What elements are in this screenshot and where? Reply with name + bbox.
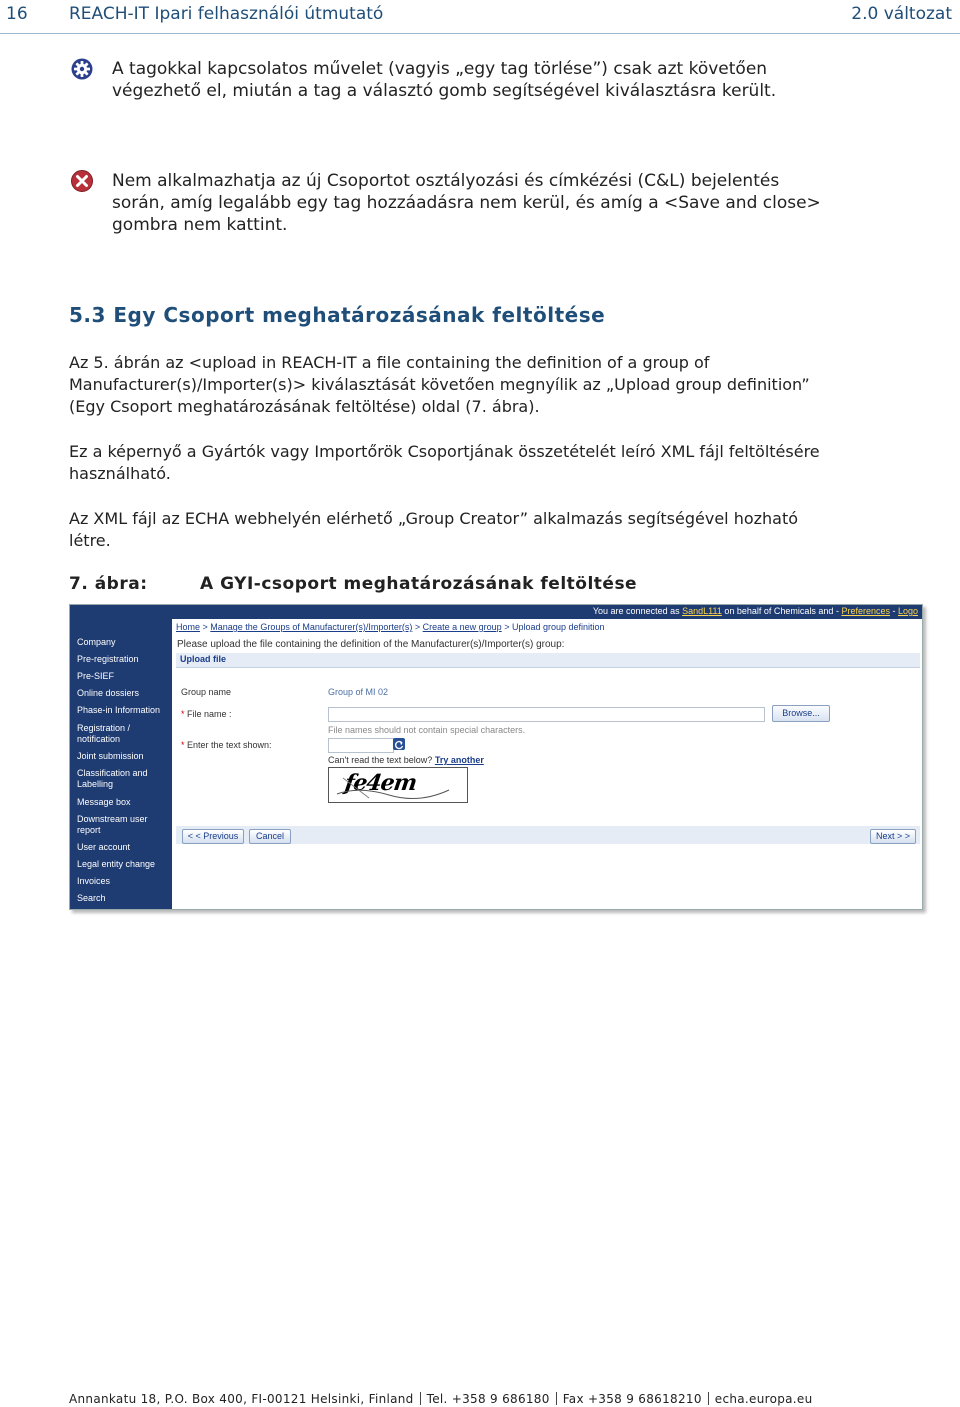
sidebar-item-message-box[interactable]: Message box <box>77 797 131 807</box>
figure-label: 7. ábra: <box>69 574 148 594</box>
breadcrumb-create-group[interactable]: Create a new group <box>422 622 502 632</box>
note-line: A tagokkal kapcsolatos művelet (vagyis „egy tag törlése”) csak azt követően <box>112 59 768 79</box>
page-header <box>0 0 960 34</box>
file-name-label: * File name : <box>181 709 232 719</box>
sidebar-item-phase-in-information[interactable]: Phase-in Information <box>77 705 161 715</box>
captcha-input[interactable] <box>328 738 394 753</box>
captcha-image <box>328 767 468 803</box>
upload-file-section-header <box>176 653 920 668</box>
note-line: Nem alkalmazhatja az új Csoportot osztályozási és címkézési (C&L) bejelentés <box>112 171 780 191</box>
instruction-message: Please upload the file containing the definition of the Manufacturer(s)/Importer(s) group: <box>177 639 565 650</box>
figure-title: A GYI-csoport meghatározásának feltöltése <box>200 574 638 594</box>
sidebar-item-online-dossiers[interactable]: Online dossiers <box>77 688 140 698</box>
try-another-link[interactable]: Try another <box>434 755 484 765</box>
group-name-value: Group of MI 02 <box>328 687 389 697</box>
paragraph-intro <box>69 352 949 418</box>
note-line: során, amíg legalább egy tag hozzáadásra nem kerül, és amíg a <Save and close> <box>112 193 821 213</box>
connected-as-text: You are connected as SandL111 on behalf of Chemicals and - Preferences - Logo <box>592 606 918 616</box>
refresh-icon[interactable] <box>393 738 405 750</box>
section-heading: 5.3 Egy Csoport meghatározásának feltöltése <box>69 303 606 327</box>
breadcrumb-home[interactable]: Home <box>176 622 201 632</box>
sidebar-item-pre-sief[interactable]: Pre-SIEF <box>77 671 115 681</box>
wizard-button-bar <box>176 826 920 844</box>
note-line: gombra nem kattint. <box>112 215 288 235</box>
preferences-link[interactable]: Preferences <box>841 606 890 616</box>
user-link[interactable]: SandL111 <box>682 606 722 616</box>
reach-it-screenshot <box>69 604 923 910</box>
paragraph-line: Az 5. ábrán az <upload in REACH-IT a file containing the definition of a group of <box>69 353 710 372</box>
sidebar-item-user-account[interactable]: User account <box>77 842 131 852</box>
section-title: Upload file <box>180 654 227 664</box>
paragraph-line: Az XML fájl az ECHA webhelyén elérhető „Group Creator” alkalmazás segítségével hozható <box>69 509 799 528</box>
document-version: 2.0 változat <box>851 4 952 24</box>
footer-web: echa.europa.eu <box>714 1392 813 1406</box>
user-top-bar <box>70 605 922 619</box>
sidebar-item-company[interactable]: Company <box>77 637 116 647</box>
paragraph-usage <box>69 441 949 485</box>
sidebar-item-joint-submission[interactable]: Joint submission <box>77 751 144 761</box>
browse-button[interactable]: Browse... <box>772 705 830 722</box>
captcha-text: fe4em <box>343 770 418 796</box>
footer-separator <box>420 1392 421 1405</box>
footer-tel: Tel. +358 9 686180 <box>426 1392 550 1406</box>
captcha-label: * Enter the text shown: <box>181 740 272 750</box>
paragraph-line: Manufacturer(s)/Importer(s)> kiválasztását követően megnyílik az „Upload group definition” <box>69 375 810 394</box>
breadcrumb-manage-groups[interactable]: Manage the Groups of Manufacturer(s)/Importer(s) <box>210 622 413 632</box>
sidebar-item-search[interactable]: Search <box>77 893 106 903</box>
group-name-label: Group name <box>181 687 232 697</box>
logout-link[interactable]: Logo <box>897 606 918 616</box>
sidebar-item-invoices[interactable]: Invoices <box>77 876 111 886</box>
note-line: végezhető el, miután a tag a választó gomb segítségével kiválasztásra került. <box>112 81 777 101</box>
figure-caption <box>69 574 637 594</box>
cant-read-text: Can't read the text below? Try another <box>328 755 484 765</box>
paragraph-line: Ez a képernyő a Gyártók vagy Importőrök Csoportjának összetételét leíró XML fájl feltöltésére <box>69 442 820 461</box>
file-name-hint: File names should not contain special characters. <box>328 725 526 735</box>
sidebar-item-legal-entity-change[interactable]: Legal entity change <box>77 859 156 869</box>
paragraph-line: (Egy Csoport meghatározásának feltöltése) oldal (7. ábra). <box>69 397 540 416</box>
error-x-icon <box>71 170 93 192</box>
sidebar-item-pre-registration[interactable]: Pre-registration <box>77 654 139 664</box>
footer-separator <box>708 1392 709 1405</box>
main-content <box>172 619 922 909</box>
footer-address: Annankatu 18, P.O. Box 400, FI-00121 Helsinki, Finland <box>69 1392 414 1406</box>
sidebar-item-classification[interactable]: Classification and Labelling <box>77 768 148 789</box>
footer-fax: Fax +358 9 68618210 <box>562 1392 702 1406</box>
captcha-noise <box>329 768 467 802</box>
previous-button[interactable]: < < Previous <box>182 829 244 844</box>
gear-icon <box>71 58 93 80</box>
paragraph-line: létre. <box>69 531 111 550</box>
breadcrumb: Home > Manage the Groups of Manufacturer(s)/Importer(s) > Create a new group > Upload group definition <box>176 622 605 632</box>
file-input[interactable] <box>328 707 765 722</box>
page-number: 16 <box>6 4 28 24</box>
sidebar-nav <box>70 619 172 909</box>
cancel-button[interactable]: Cancel <box>249 829 291 844</box>
paragraph-line: használható. <box>69 464 171 483</box>
sidebar-item-downstream-user[interactable]: Downstream user report <box>77 814 148 835</box>
next-button[interactable]: Next > > <box>870 829 916 844</box>
note-classification-warning <box>112 170 912 236</box>
header-divider <box>0 33 960 34</box>
page-footer <box>69 1392 813 1406</box>
sidebar-item-registration[interactable]: Registration / notification <box>77 723 131 744</box>
document-title: REACH-IT Ipari felhasználói útmutató <box>69 4 384 24</box>
footer-separator <box>556 1392 557 1405</box>
breadcrumb-current: Upload group definition <box>511 622 605 632</box>
note-member-action <box>112 58 912 102</box>
paragraph-group-creator <box>69 508 949 552</box>
